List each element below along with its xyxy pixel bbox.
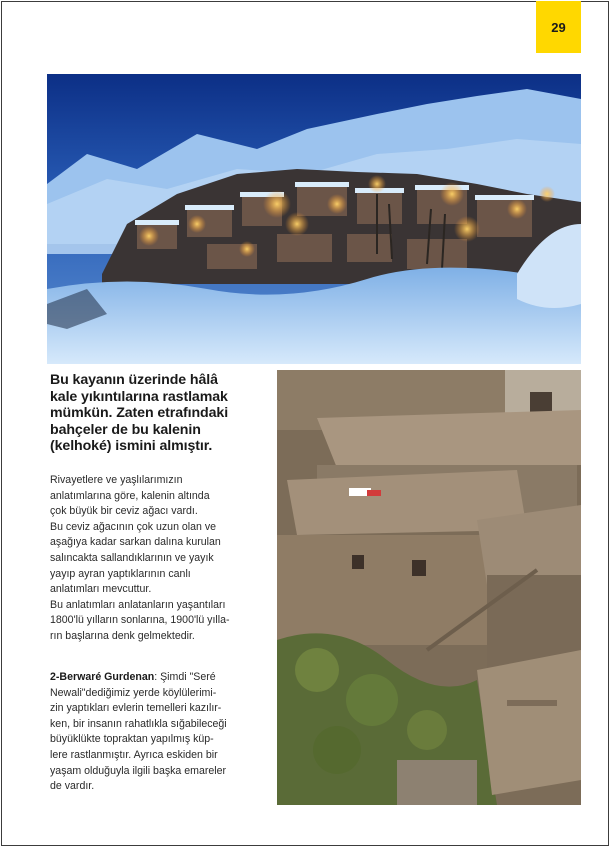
berware-gurdenan-paragraph [50, 670, 276, 795]
text-line: ken, bir insanın rahatlıkla sığabileceği [50, 717, 227, 730]
text-line: Newali"dediğimiz yerde köylülerimi- [50, 686, 217, 699]
text-line: anlatımlarına göre, kalenin altında [50, 489, 210, 502]
text-line: lere rastlanmıştır. Ayrıca eskiden bir [50, 748, 218, 761]
text-line: anlatımları mevcuttur. [50, 583, 152, 596]
lead-line: kale yıkıntılarına rastlamak [50, 388, 228, 405]
mud-brick-houses-photo [277, 370, 581, 805]
lead-paragraph [50, 372, 275, 455]
text-line: zin yaptıkları evlerin temelleri kazılır- [50, 702, 222, 715]
page-number: 29 [551, 19, 566, 35]
lead-line: Bu kayanın üzerinde hâlâ [50, 372, 218, 388]
text-line: rın başlarına denk gelmektedir. [50, 629, 195, 642]
text-line: de vardır. [50, 780, 95, 793]
text-line: aşağıya kadar sarkan dalına kurulan [50, 536, 221, 549]
text-fragment: : Şimdi "Seré [154, 671, 216, 683]
lead-line: bahçeler de bu kalenin [50, 421, 201, 438]
text-line: yaşam olduğuyla ilgili başka emareler [50, 764, 227, 777]
text-line: büyüklükte topraktan yapılmış küp- [50, 733, 214, 746]
section-term: 2-Berwaré Gurdenan [50, 671, 155, 683]
lead-line: (kelhoké) ismini almıştır. [50, 438, 213, 455]
page-number-badge [536, 1, 581, 53]
text-line: Rivayetlere ve yaşlılarımızın [50, 474, 183, 486]
text-line: Bu ceviz ağacının çok uzun olan ve [50, 520, 217, 533]
text-line: yayıp ayran yaptıklarının canlı [50, 567, 191, 580]
legend-paragraph [50, 473, 276, 645]
text-line: salıncakta sallandıklarının ve yayık [50, 551, 214, 564]
text-line: 1800'lü yılların sonlarına, 1900'lü yılla- [50, 614, 230, 627]
snowy-village-night-photo [47, 74, 581, 364]
text-line [50, 670, 276, 686]
lead-line: mümkün. Zaten etrafındaki [50, 405, 229, 422]
text-line: çok büyük bir ceviz ağacı vardı. [50, 505, 198, 518]
text-line: Bu anlatımları anlatanların yaşantıları [50, 598, 226, 611]
